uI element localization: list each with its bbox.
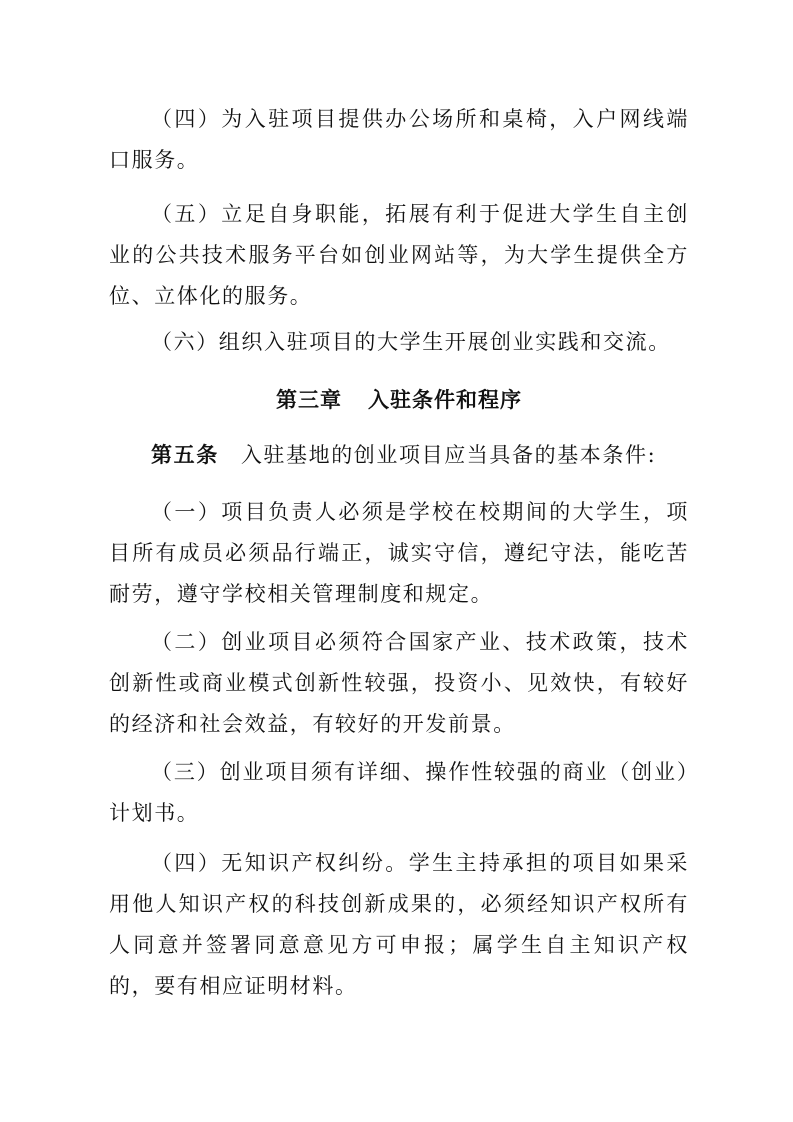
chapter-title: 入驻条件和程序 (368, 388, 522, 412)
article-text: 入驻基地的创业项目应当具备的基本条件: (240, 443, 657, 467)
chapter-number: 第三章 (276, 388, 342, 412)
paragraph-practice-exchange: （六）组织入驻项目的大学生开展创业实践和交流。 (151, 330, 671, 354)
paragraph-condition-two: （二）创业项目必须符合国家产业、技术政策，技术创新性或商业模式创新性较强，投资小、见效快，有较好的经济和社会效益，有较好的开发前景。 (109, 630, 689, 736)
paragraph-condition-four: （四）无知识产权纠纷。学生主持承担的项目如果采用他人知识产权的科技创新成果的，必须经知识产权所有人同意并签署同意意见方可申报；属学生自主知识产权的，要有相应证明材料。 (109, 851, 689, 998)
paragraph-office-space: （四）为入驻项目提供办公场所和桌椅，入户网线端口服务。 (109, 107, 689, 172)
paragraph-service-platform: （五）立足自身职能，拓展有利于促进大学生自主创业的公共技术服务平台如创业网站等，为大学生提供全方位、立体化的服务。 (109, 202, 689, 308)
article-label: 第五条 (151, 443, 219, 467)
chapter-heading (109, 380, 689, 421)
paragraph-condition-three: （三）创业项目须有详细、操作性较强的商业（创业）计划书。 (109, 760, 689, 825)
paragraph-condition-one: （一）项目负责人必须是学校在校期间的大学生，项目所有成员必须品行端正，诚实守信，遵纪守法，能吃苦耐劳，遵守学校相关管理制度和规定。 (109, 500, 689, 606)
article-five (109, 435, 689, 476)
